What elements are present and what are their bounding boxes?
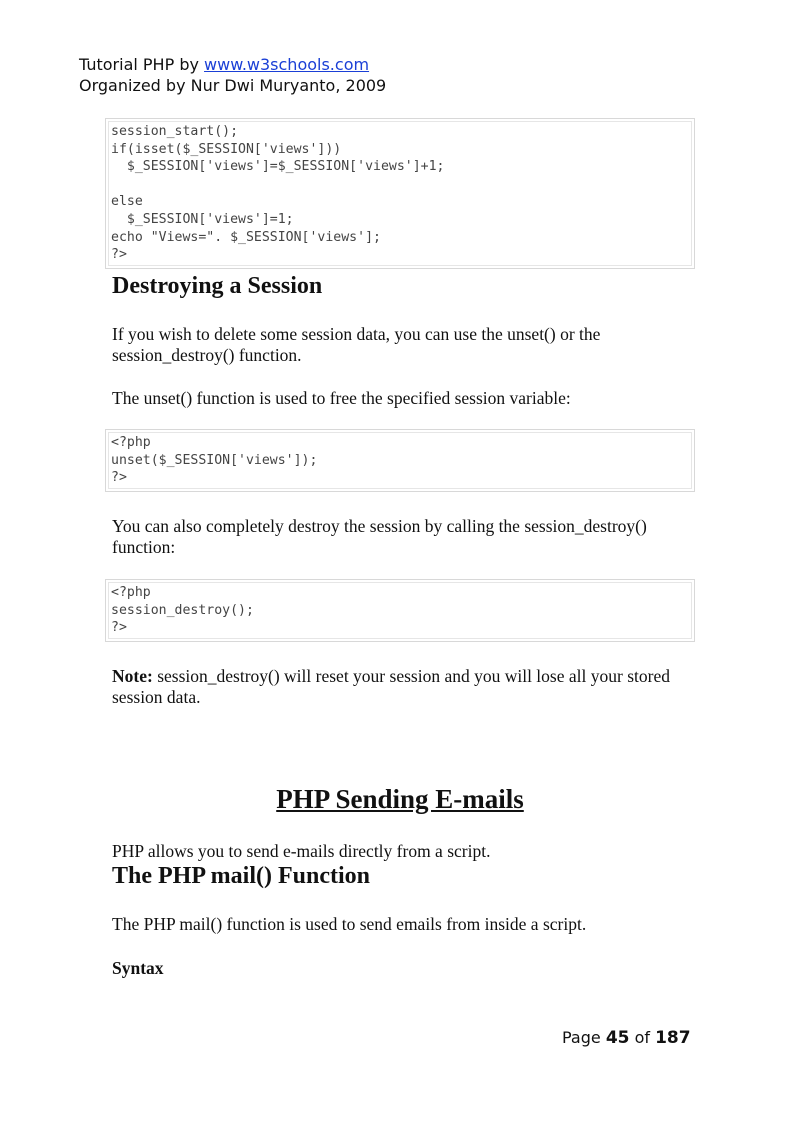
w3schools-link[interactable]: www.w3schools.com [204, 55, 370, 74]
page-number: 45 [605, 1028, 630, 1048]
page-total: 187 [655, 1028, 691, 1048]
page-header [79, 54, 386, 96]
note-paragraph [112, 666, 702, 708]
code-text: <?php session_destroy(); ?> [108, 582, 692, 639]
code-text: session_start(); if(isset($_SESSION['views'])) $_SESSION['views']=$_SESSION['views']+1; else $_SESSION['views']=1; echo "Views=". $_SESSION['views']; ?> [108, 121, 692, 266]
heading-php-mail-function: The PHP mail() Function [112, 863, 370, 889]
syntax-label: Syntax [112, 958, 164, 978]
paragraph-delete-session: If you wish to delete some session data, you can use the unset() or the session_destroy() function. [112, 324, 601, 365]
note-label: Note: [112, 666, 153, 686]
header-line-2: Organized by Nur Dwi Muryanto, 2009 [79, 76, 387, 95]
code-block-unset [105, 429, 695, 492]
code-block-session-counter [105, 118, 695, 269]
paragraph-unset: The unset() function is used to free the specified session variable: [112, 388, 571, 408]
header-prefix: Tutorial PHP by [79, 55, 205, 74]
heading-destroying-session: Destroying a Session [112, 273, 323, 299]
paragraph-mail-function: The PHP mail() function is used to send emails from inside a script. [112, 914, 587, 934]
page-label: Page [562, 1028, 606, 1047]
paragraph-destroy: You can also completely destroy the session by calling the session_destroy() function: [112, 516, 647, 557]
note-text: session_destroy() will reset your session and you will lose all your stored session data. [112, 666, 670, 707]
code-text: <?php unset($_SESSION['views']); ?> [108, 432, 692, 489]
of-label: of [629, 1028, 656, 1047]
header-line-1 [79, 54, 386, 75]
paragraph-email-intro: PHP allows you to send e-mails directly from a script. [112, 841, 491, 861]
chapter-title: PHP Sending E-mails [276, 784, 524, 814]
code-block-session-destroy [105, 579, 695, 642]
page-footer [562, 1028, 691, 1048]
